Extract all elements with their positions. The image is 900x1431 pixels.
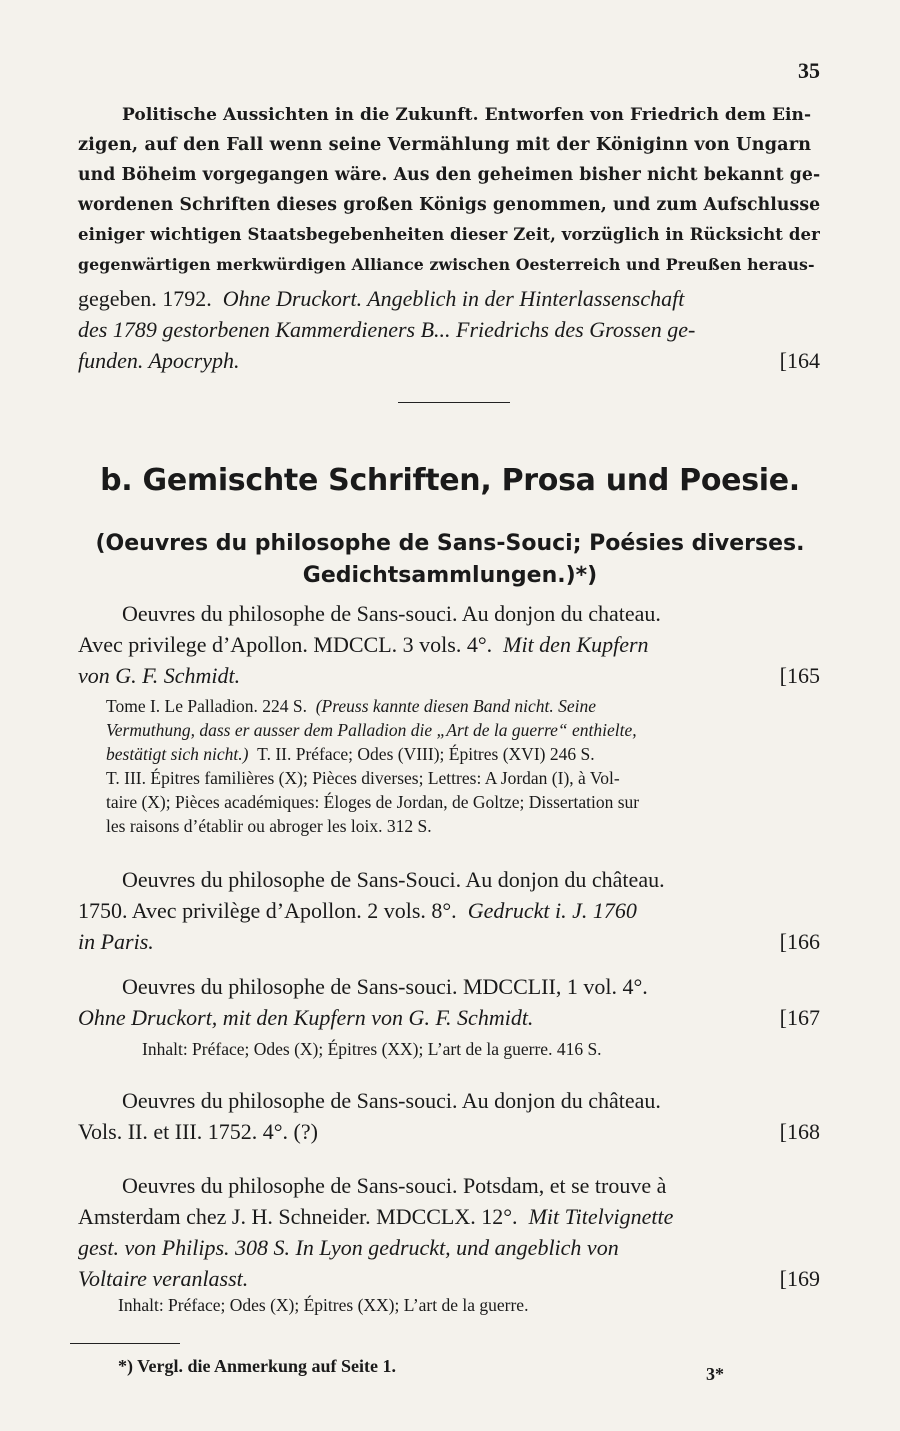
section-separator <box>398 402 510 403</box>
entry-168 <box>78 1085 820 1147</box>
entry-164-line: gegenwärtigen merkwürdigen Alliance zwischen Oesterreich und Preußen heraus- <box>78 255 815 274</box>
contents-text: les raisons d’établir ou abroger les loix. 312 S. <box>106 816 432 836</box>
entry-167-note: Ohne Druckort, mit den Kupfern von G. F. Schmidt. <box>78 1005 534 1030</box>
entry-164-date: gegeben. 1792. <box>78 286 212 311</box>
entry-number: [168 <box>779 1119 820 1144</box>
page-number: 35 <box>798 58 820 83</box>
entry-166 <box>78 864 820 957</box>
entry-165-note: Mit den Kupfern <box>503 632 649 657</box>
entry-165-imprint: Avec privilege d’Apollon. MDCCL. 3 vols. 4°. <box>78 632 493 657</box>
entry-165-title: Oeuvres du philosophe de Sans-souci. Au donjon du chateau. <box>122 601 661 626</box>
footnote: *) Vergl. die Anmerkung auf Seite 1. <box>118 1356 397 1376</box>
contents-text: taire (X); Pièces académiques: Éloges de Jordan, de Goltze; Dissertation sur <box>106 792 640 812</box>
entry-169-note: Voltaire veranlasst. <box>78 1266 249 1291</box>
entry-164-tail <box>78 283 820 376</box>
footnote-rule <box>70 1343 180 1344</box>
entry-167 <box>78 971 820 1033</box>
contents-text: Tome I. Le Palladion. 224 S. <box>106 696 307 716</box>
entry-166-title: Oeuvres du philosophe de Sans-Souci. Au donjon du château. <box>122 867 665 892</box>
contents-text: Inhalt: Préface; Odes (X); Épitres (XX); L’art de la guerre. 416 S. <box>142 1039 602 1059</box>
entry-164 <box>78 100 820 280</box>
entry-164-line: einiger wichtigen Staatsbegebenheiten dieser Zeit, vorzüglich in Rücksicht der <box>78 225 820 244</box>
section-subheading-line: Gedichtsammlungen.)*) <box>302 563 598 588</box>
signature-mark: 3* <box>706 1364 724 1384</box>
contents-note: Vermuthung, dass er ausser dem Palladion die „Art de la guerre“ enthielte, <box>106 720 637 740</box>
entry-169-imprint: Amsterdam chez J. H. Schneider. MDCCLX. 12°. <box>78 1204 518 1229</box>
entry-167-contents <box>142 1037 822 1061</box>
entry-number: [166 <box>779 929 820 954</box>
contents-text: Inhalt: Préface; Odes (X); Épitres (XX); L’art de la guerre. <box>118 1295 529 1315</box>
entry-169 <box>78 1170 820 1294</box>
entry-164-line: und Böheim vorgegangen wäre. Aus den geheimen bisher nicht bekannt ge- <box>78 165 821 185</box>
entry-165-contents <box>106 694 820 838</box>
entry-169-note: gest. von Philips. 308 S. In Lyon gedruckt, und angeblich von <box>78 1235 619 1260</box>
entry-164-note: des 1789 gestorbenen Kammerdieners B... Friedrichs des Grossen ge- <box>78 317 696 342</box>
entry-number: [169 <box>779 1266 820 1291</box>
contents-text: T. II. Préface; Odes (VIII); Épitres (XVI) 246 S. <box>257 744 595 764</box>
entry-164-line: wordenen Schriften dieses großen Königs genommen, und zum Aufschlusse <box>78 195 821 215</box>
entry-166-note: Gedruckt i. J. 1760 <box>467 898 637 923</box>
entry-169-contents <box>118 1293 818 1317</box>
contents-note: bestätigt sich nicht.) <box>106 744 249 764</box>
entry-169-note: Mit Titelvignette <box>528 1204 674 1229</box>
entry-166-note: in Paris. <box>78 929 154 954</box>
entry-167-title: Oeuvres du philosophe de Sans-souci. MDCCLII, 1 vol. 4°. <box>122 974 648 999</box>
entry-number: [164 <box>779 348 820 373</box>
section-subheading <box>70 528 830 592</box>
entry-168-title: Oeuvres du philosophe de Sans-souci. Au donjon du château. <box>122 1088 661 1113</box>
section-heading: b. Gemischte Schriften, Prosa und Poesie. <box>100 463 800 498</box>
entry-166-imprint: 1750. Avec privilège d’Apollon. 2 vols. 8°. <box>78 898 457 923</box>
entry-164-line: zigen, auf den Fall wenn seine Vermählung mit der Königinn von Ungarn <box>78 134 812 155</box>
entry-164-note: Ohne Druckort. Angeblich in der Hinterlassenschaft <box>222 286 685 311</box>
section-subheading-line: (Oeuvres du philosophe de Sans-Souci; Poésies diverses. <box>95 531 805 556</box>
entry-168-imprint: Vols. II. et III. 1752. 4°. (?) <box>78 1119 318 1144</box>
entry-169-title: Oeuvres du philosophe de Sans-souci. Potsdam, et se trouve à <box>122 1173 667 1198</box>
contents-text: T. III. Épitres familières (X); Pièces diverses; Lettres: A Jordan (I), à Vol- <box>106 768 620 788</box>
entry-164-line: Politische Aussichten in die Zukunft. Entworfen von Friedrich dem Ein- <box>122 105 812 125</box>
entry-165 <box>78 598 820 691</box>
entry-number: [167 <box>779 1005 820 1030</box>
contents-note: (Preuss kannte diesen Band nicht. Seine <box>315 696 596 716</box>
entry-164-note: funden. Apocryph. <box>78 348 240 373</box>
entry-number: [165 <box>779 663 820 688</box>
entry-165-note: von G. F. Schmidt. <box>78 663 241 688</box>
